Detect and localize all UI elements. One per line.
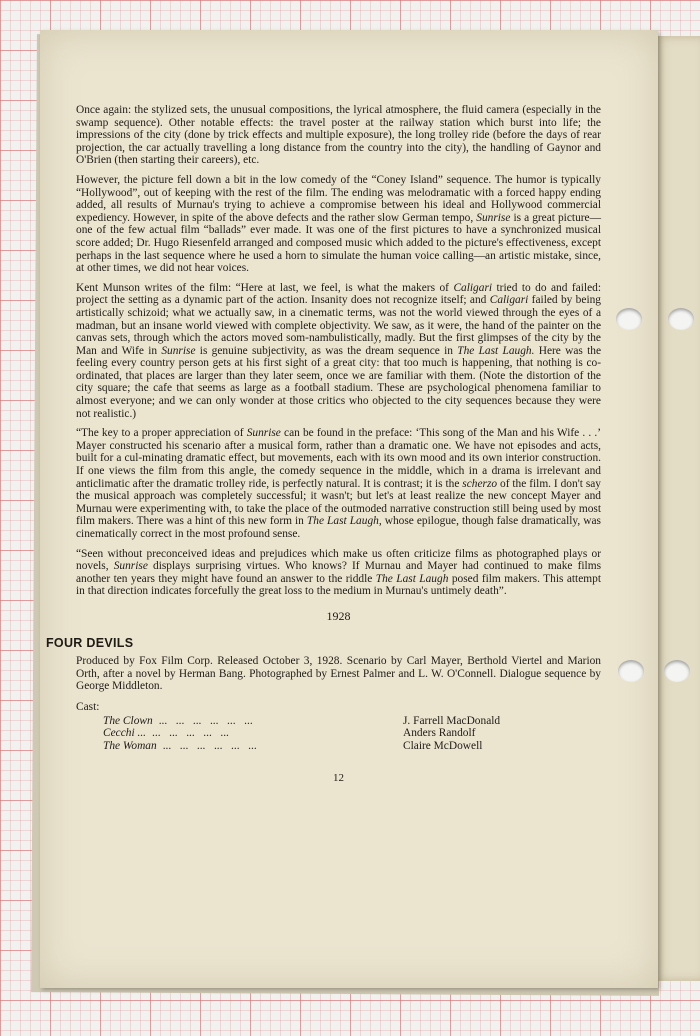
cast-role-name: Cecchi ... xyxy=(103,727,147,740)
cast-row xyxy=(103,740,601,753)
punch-hole xyxy=(618,660,644,682)
page-number: 12 xyxy=(333,772,344,785)
text-run: Here was the feeling every country person gets at his first sight of a great city: that too much is happening, that nothing is co-ordinated, that places are larger than they later seem, once we are familiar with them. (Note the distortion of the city square; the cafe that seems as large as a football stadium. These are psychological phenomena familiar to almost everyone; and we can only wonder at those critics who objected to the city sequences because they were not realistic.) xyxy=(76,344,601,420)
film-credits: Produced by Fox Film Corp. Released October 3, 1928. Scenario by Carl Mayer, Berthold Viertel and Marion Orth, after a novel by Herman Bang. Photographed by Ernest Palmer and L. W. O'Connell. Dialogue sequence by George Middleton. xyxy=(76,655,601,693)
text-run: Kent Munson writes of the film: “Here at last, we feel, is what the makers of xyxy=(76,281,454,294)
text-run: is a great picture—one of the few actual film “ballads” ever made. It was one of the first pictures to have a synchronized musical score added; Dr. Hugo Riesenfeld arranged and composed music which added to the picture's effectiveness, except perhaps in the last sequence where he used a horn to simulate the human voice calling—an artistic mistake, since, at other times, we did not hear voices. xyxy=(76,211,602,275)
cast-role xyxy=(103,740,403,753)
italic-title: The Last Laugh xyxy=(375,572,449,585)
text-run: tried to do and failed: project the setting as a dynamic part of the action. Insanity does not recognize itself; and xyxy=(76,281,601,307)
italic-title: Caligari xyxy=(453,281,493,294)
punch-hole xyxy=(668,308,694,330)
italic-title: scherzo xyxy=(462,477,498,490)
text-run: Once again: the stylized sets, the unusual compositions, the lyrical atmosphere, the fluid camera (especially in the swamp sequence). Other notable effects: the travel poster at the railway station which burst into life; the impressions of the city (done by trick effects and multiple exposure), the long trolley ride (before the days of rear projection, the car actually travelling a long distance from the country into the city), the handling of Gaynor and O'Brien (then starting their careers), etc. xyxy=(76,104,601,167)
body-paragraph xyxy=(76,104,601,167)
cast-actor: Claire McDowell xyxy=(403,739,483,752)
facing-page-edge xyxy=(655,36,700,981)
cast-row xyxy=(103,727,601,740)
leader-dots: ... ... ... ... ... ... xyxy=(162,739,257,752)
body-paragraph xyxy=(76,427,601,540)
cast-row xyxy=(103,715,601,728)
italic-title: Caligari xyxy=(489,294,529,307)
cast-role xyxy=(103,715,403,728)
leader-dots: ... ... ... ... ... ... xyxy=(158,714,253,727)
punch-hole xyxy=(664,660,690,682)
text-run: is genuine subjectivity, as was the dream sequence in xyxy=(195,344,458,357)
text-run: of the film. I don't say the musical approach was completely successful; it wasn't; but let's at least realize the new concept Mayer and Murnau were experimenting with, to take the place of the outmoded narrative construction still being used by most film makers. There was a hint of this new form in xyxy=(76,477,601,528)
italic-title: The Last Laugh. xyxy=(457,344,535,357)
leader-dots: ... ... ... ... ... xyxy=(152,727,229,740)
punch-hole xyxy=(616,308,642,330)
cast-actor: Anders Randolf xyxy=(403,727,476,740)
cast-role-name: The Woman xyxy=(103,739,157,752)
text-run: failed by being artistically schizoid; what we actually saw, in a cinematic terms, was not the world viewed through the eyes of a madman, but an insane world viewed with complete objectivity. We saw, as it were, the hand of the painter on the canvas sets, through which the actors moved som-nambulistically, madly. But the first glimpses of the city by the Man and Wife in xyxy=(76,294,601,357)
year-heading: 1928 xyxy=(326,608,351,623)
italic-title: Sunrise xyxy=(246,427,281,440)
film-title: FOUR DEVILS xyxy=(46,635,134,650)
cast-role-name: The Clown xyxy=(103,714,153,727)
body-paragraph xyxy=(76,282,601,421)
italic-title: Sunrise xyxy=(161,344,196,357)
cast-actor: J. Farrell MacDonald xyxy=(403,714,501,727)
cast-role xyxy=(103,727,403,740)
italic-title: Sunrise xyxy=(476,211,511,224)
text-run: posed film makers. This attempt in that direction indicates forcefully the great loss to the medium in Murnau's untimely death”. xyxy=(76,572,601,598)
text-run: “The key to a proper appreciation of xyxy=(76,427,247,440)
cast-list xyxy=(76,715,601,753)
cast-heading: Cast: xyxy=(76,700,100,713)
italic-title: The Last Laugh, xyxy=(306,515,382,528)
italic-title: Sunrise xyxy=(113,560,148,573)
body-text xyxy=(76,104,601,598)
text-run: However, the picture fell down a bit in the low comedy of the “Coney Island” sequence. The humor is typically “Hollywood”, out of keeping with the rest of the film. The ending was melodramatic with a forced happy ending added, all results of Murnau's trying to achieve a compromise between his ideal and Hollywood commercial expediency. However, in spite of the above defects and the rather slow German tempo, xyxy=(76,173,601,224)
text-run: can be found in the preface: ‘This song of the Man and his Wife . . .’ Mayer constructed his scenario after a musical form, rather than a dramatic one. We have not episodes and acts, built for a cul-minating dramatic effect, but movements, each with its own mood and its own interior construction. If one views the film from this angle, the comedy sequence in the middle, which in a drama is irrelevant and anticlimatic after the dramatic trolley ride, is perfectly natural. It is contrast; it is the xyxy=(76,427,601,490)
page-content xyxy=(46,104,602,785)
body-paragraph xyxy=(76,174,601,275)
text-run: “Seen without preconceived ideas and prejudices which make us often criticize films as photographed plays or novels, xyxy=(76,547,601,573)
body-paragraph xyxy=(76,548,601,598)
text-run: displays surprising virtues. Who knows? If Murnau and Mayer had continued to make films another ten years they might have found an answer to the riddle xyxy=(76,560,602,585)
text-run: whose epilogue, though false dramatically, was cinematically correct in the most profound sense. xyxy=(76,515,601,540)
